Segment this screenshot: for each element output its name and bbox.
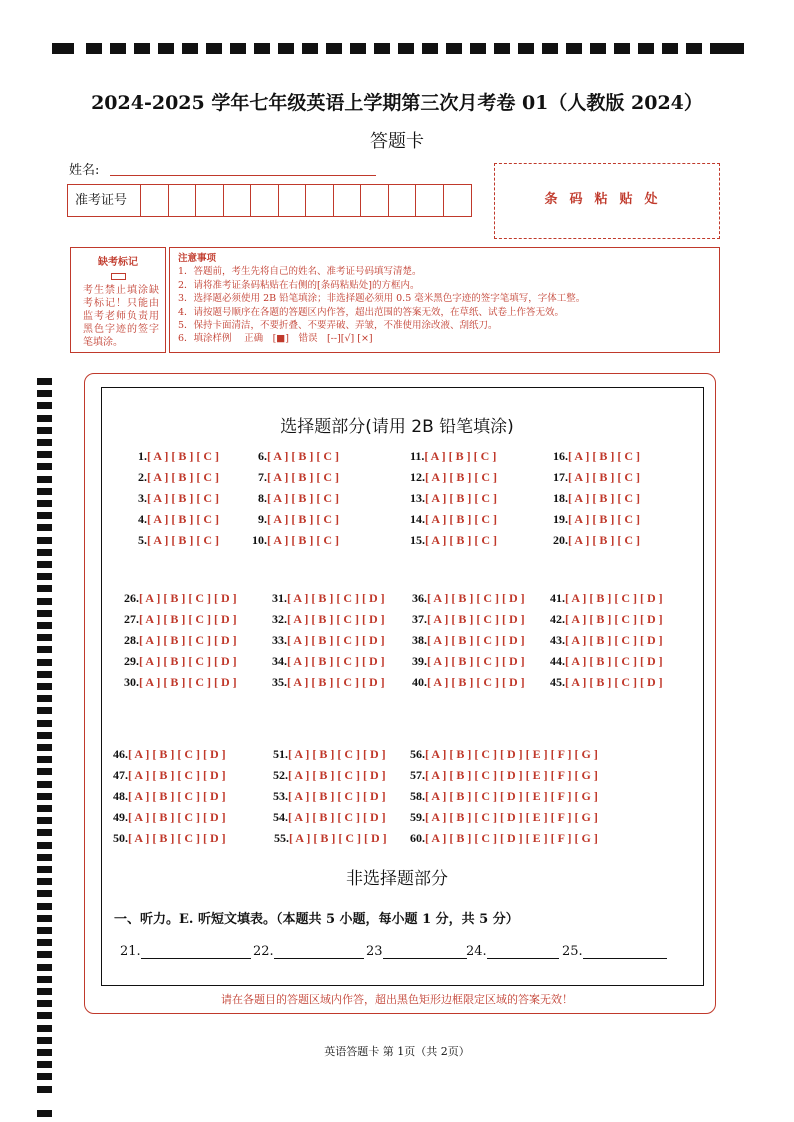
blank-line[interactable] [274,944,364,959]
question-row[interactable] [124,675,237,690]
answer-options[interactable]: [ A ] [ B ] [ C ] [425,491,497,505]
note-item: 4．请按题号顺序在各题的答题区内作答，超出范围的答案无效，在草纸、试卷上作答无效。 [178,306,565,318]
timing-mark [37,805,52,812]
top-timing-marks [52,43,744,55]
question-number: 45. [550,675,565,689]
question-number: 30. [124,675,139,689]
question-row[interactable] [410,470,497,485]
question-number: 44. [550,654,565,668]
answer-blank-23[interactable] [366,944,467,959]
timing-mark [37,573,52,580]
question-number: 1. [138,449,147,463]
question-row[interactable] [553,449,640,464]
question-row[interactable] [274,831,387,846]
timing-mark [37,634,52,641]
question-row[interactable] [410,533,497,548]
question-row[interactable] [258,470,339,485]
answer-options[interactable]: [ A ] [ B ] [ C ] [ D ] [ E ] [ F ] [ G ] [425,747,598,761]
question-row[interactable] [138,533,219,548]
question-row[interactable] [550,654,663,669]
answer-options[interactable]: [ A ] [ B ] [ C ] [ D ] [565,633,663,647]
notes-box [169,247,720,353]
timing-mark [37,793,52,800]
question-number: 42. [550,612,565,626]
blank-line[interactable] [141,944,251,959]
question-row[interactable] [138,470,219,485]
answer-options[interactable]: [ A ] [ B ] [ C ] [147,491,219,505]
blank-number: 22. [253,944,274,959]
blank-line[interactable] [383,944,467,959]
question-number: 9. [258,512,267,526]
timing-mark [37,524,52,531]
answer-options[interactable]: [ A ] [ B ] [ C ] [267,512,339,526]
timing-mark [37,964,52,971]
blank-number: 21. [120,944,141,959]
question-row[interactable] [124,591,237,606]
answer-options[interactable]: [ A ] [ B ] [ C ] [568,512,640,526]
timing-mark [37,451,52,458]
question-number: 57. [410,768,425,782]
timing-mark [37,829,52,836]
question-number: 55. [274,831,289,845]
timing-mark [37,537,52,544]
blank-number: 24. [466,944,487,959]
question-number: 38. [412,633,427,647]
answer-blank-24[interactable] [466,944,559,959]
question-number: 47. [113,768,128,782]
answer-options[interactable]: [ A ] [ B ] [ C ] [ D ] [139,675,237,689]
question-number: 17. [553,470,568,484]
question-number: 59. [410,810,425,824]
answer-options[interactable]: [ A ] [ B ] [ C ] [ D ] [427,591,525,605]
timing-mark [37,512,52,519]
notes-heading: 注意事项 [178,253,217,264]
ticket-digit-cell[interactable] [361,185,389,216]
question-row[interactable] [410,789,598,804]
question-row[interactable] [553,491,640,506]
question-row[interactable] [553,470,640,485]
question-number: 6. [258,449,267,463]
absent-text: 考生禁止填涂缺考标记！只能由监考老师负责用黑色字迹的签字笔填涂。 [83,285,159,348]
answer-options[interactable]: [ A ] [ B ] [ C ] [ D ] [139,591,237,605]
absent-mark-box [70,247,166,353]
ticket-digit-cell[interactable] [141,185,169,216]
answer-blank-25[interactable] [562,944,667,959]
question-row[interactable] [553,512,640,527]
answer-options[interactable]: [ A ] [ B ] [ C ] [425,512,497,526]
answer-options[interactable]: [ A ] [ B ] [ C ] [ D ] [128,768,226,782]
nonchoice-section-title: 非选择题部分 [346,869,448,889]
answer-options[interactable]: [ A ] [ B ] [ C ] [ D ] [ E ] [ F ] [ G ] [425,768,598,782]
answer-options[interactable]: [ A ] [ B ] [ C ] [147,533,219,547]
answer-options[interactable]: [ A ] [ B ] [ C ] [568,470,640,484]
question-row[interactable] [410,768,598,783]
page-subtitle: 答题卡 [370,131,424,152]
question-row[interactable] [272,591,385,606]
absent-mark-checkbox[interactable] [111,273,126,280]
question-row[interactable] [138,449,219,464]
question-row[interactable] [412,654,525,669]
timing-mark [37,659,52,666]
question-number: 10. [252,533,267,547]
question-number: 41. [550,591,565,605]
answer-options[interactable]: [ A ] [ B ] [ C ] [267,449,339,463]
question-number: 35. [272,675,287,689]
question-number: 13. [410,491,425,505]
question-number: 20. [553,533,568,547]
answer-options[interactable]: [ A ] [ B ] [ C ] [ D ] [287,654,385,668]
question-row[interactable] [124,654,237,669]
answer-options[interactable]: [ A ] [ B ] [ C ] [568,533,640,547]
choice-section-title: 选择题部分(请用 2B 铅笔填涂) [280,417,514,437]
question-number: 5. [138,533,147,547]
timing-mark [37,951,52,958]
answer-options[interactable]: [ A ] [ B ] [ C ] [425,470,497,484]
ticket-digit-cell[interactable] [224,185,252,216]
answer-options[interactable]: [ A ] [ B ] [ C ] [ D ] [139,654,237,668]
question-number: 32. [272,612,287,626]
timing-mark [37,585,52,592]
answer-options[interactable]: [ A ] [ B ] [ C ] [267,470,339,484]
timing-mark [37,854,52,861]
answer-options[interactable]: [ A ] [ B ] [ C ] [ D ] [288,810,386,824]
question-number: 12. [410,470,425,484]
answer-options[interactable]: [ A ] [ B ] [ C ] [568,491,640,505]
answer-options[interactable]: [ A ] [ B ] [ C ] [ D ] [427,633,525,647]
answer-options[interactable]: [ A ] [ B ] [ C ] [ D ] [288,768,386,782]
timing-mark [37,1061,52,1068]
timing-mark [37,720,52,727]
blank-number: 25. [562,944,583,959]
question-row[interactable] [258,491,339,506]
note-item: 1．答题前，考生先将自己的姓名、准考证号码填写清楚。 [178,266,422,278]
timing-mark [37,756,52,763]
question-number: 27. [124,612,139,626]
question-row[interactable] [113,789,226,804]
question-number: 14. [410,512,425,526]
question-row[interactable] [273,768,386,783]
timing-mark [37,476,52,483]
answer-options[interactable]: [ A ] [ B ] [ C ] [267,533,339,547]
question-row[interactable] [258,512,339,527]
question-number: 16. [553,449,568,463]
answer-options[interactable]: [ A ] [ B ] [ C ] [267,491,339,505]
question-row[interactable] [412,591,525,606]
timing-mark [37,744,52,751]
answer-options[interactable]: [ A ] [ B ] [ C ] [ D ] [565,612,663,626]
question-row[interactable] [550,591,663,606]
question-row[interactable] [138,512,219,527]
question-row[interactable] [273,810,386,825]
answer-options[interactable]: [ A ] [ B ] [ C ] [ D ] [427,654,525,668]
question-number: 31. [272,591,287,605]
answer-options[interactable]: [ A ] [ B ] [ C ] [ D ] [427,675,525,689]
answer-options[interactable]: [ A ] [ B ] [ C ] [ D ] [128,810,226,824]
blank-line[interactable] [583,944,667,959]
question-row[interactable] [410,810,598,825]
question-row[interactable] [410,831,598,846]
timing-mark [37,695,52,702]
question-number: 11. [410,449,425,463]
timing-mark [37,903,52,910]
answer-options[interactable]: [ A ] [ B ] [ C ] [425,533,497,547]
answer-options[interactable]: [ A ] [ B ] [ C ] [ D ] [ E ] [ F ] [ G ] [425,789,598,803]
question-number: 4. [138,512,147,526]
answer-options[interactable]: [ A ] [ B ] [ C ] [147,470,219,484]
timing-mark [37,390,52,397]
answer-options[interactable]: [ A ] [ B ] [ C ] [ D ] [ E ] [ F ] [ G ] [425,831,598,845]
answer-options[interactable]: [ A ] [ B ] [ C ] [ D ] [288,747,386,761]
question-row[interactable] [410,491,497,506]
page-footer: 英语答题卡 第 1页（共 2页） [324,1045,470,1058]
answer-blank-21[interactable] [120,944,251,959]
timing-mark [37,842,52,849]
question-number: 52. [273,768,288,782]
answer-options[interactable]: [ A ] [ B ] [ C ] [ D ] [427,612,525,626]
ticket-digit-cell[interactable] [416,185,444,216]
timing-mark [37,610,52,617]
ticket-digit-cell[interactable] [306,185,334,216]
answer-options[interactable]: [ A ] [ B ] [ C ] [ D ] [288,789,386,803]
question-number: 29. [124,654,139,668]
question-row[interactable] [138,491,219,506]
ticket-digit-cell[interactable] [444,185,472,216]
question-number: 15. [410,533,425,547]
answer-options[interactable]: [ A ] [ B ] [ C ] [ D ] [287,675,385,689]
question-number: 3. [138,491,147,505]
timing-mark [37,707,52,714]
timing-mark [37,817,52,824]
question-number: 43. [550,633,565,647]
answer-options[interactable]: [ A ] [ B ] [ C ] [ D ] [287,591,385,605]
question-row[interactable] [113,768,226,783]
listening-heading: 一、听力。E. 听短文填表。（本题共 5 小题，每小题 1 分，共 5 分） [114,912,519,927]
question-row[interactable] [412,633,525,648]
question-number: 34. [272,654,287,668]
answer-options[interactable]: [ A ] [ B ] [ C ] [ D ] [139,612,237,626]
name-field[interactable] [110,175,376,176]
question-row[interactable] [124,633,237,648]
answer-options[interactable]: [ A ] [ B ] [ C ] [ D ] [287,612,385,626]
timing-mark [37,976,52,983]
ticket-digit-cell[interactable] [169,185,197,216]
answer-options[interactable]: [ A ] [ B ] [ C ] [ D ] [565,675,663,689]
timing-mark [37,463,52,470]
answer-options[interactable]: [ A ] [ B ] [ C ] [147,449,219,463]
timing-mark [37,622,52,629]
question-number: 46. [113,747,128,761]
ticket-number-field[interactable] [67,184,472,217]
timing-mark [37,683,52,690]
question-row[interactable] [550,633,663,648]
blank-line[interactable] [487,944,559,959]
question-number: 19. [553,512,568,526]
timing-mark [37,500,52,507]
note-item: 6．填涂样例 正确 [■] 错误 [--][√] [×] [178,333,373,345]
question-number: 50. [113,831,128,845]
answer-options[interactable]: [ A ] [ B ] [ C ] [424,449,497,463]
question-row[interactable] [412,675,525,690]
answer-options[interactable]: [ A ] [ B ] [ C ] [ D ] [287,633,385,647]
answer-options[interactable]: [ A ] [ B ] [ C ] [147,512,219,526]
ticket-digit-cell[interactable] [279,185,307,216]
question-number: 28. [124,633,139,647]
timing-mark [37,732,52,739]
timing-mark [37,1110,52,1117]
timing-mark [37,561,52,568]
timing-mark [37,1025,52,1032]
answer-options[interactable]: [ A ] [ B ] [ C ] [ D ] [565,654,663,668]
question-row[interactable] [550,612,663,627]
question-number: 56. [410,747,425,761]
answer-options[interactable]: [ A ] [ B ] [ C ] [ D ] [ E ] [ F ] [ G ] [425,810,598,824]
answer-options[interactable]: [ A ] [ B ] [ C ] [ D ] [128,831,226,845]
question-row[interactable] [550,675,663,690]
note-item: 3．选择题必须使用 2B 铅笔填涂；非选择题必须用 0.5 毫米黑色字迹的签字笔填写，字体工整。 [178,293,586,305]
question-number: 49. [113,810,128,824]
question-row[interactable] [272,675,385,690]
ticket-digit-cell[interactable] [389,185,417,216]
timing-mark [37,890,52,897]
question-row[interactable] [124,612,237,627]
barcode-area: 条码粘贴处 [494,163,720,239]
question-row[interactable] [258,449,339,464]
timing-mark [37,1086,52,1093]
timing-mark [37,939,52,946]
question-row[interactable] [410,449,496,464]
question-row[interactable] [272,654,385,669]
question-number: 37. [412,612,427,626]
name-label: 姓名: [69,163,100,178]
question-row[interactable] [273,789,386,804]
timing-mark [37,549,52,556]
question-number: 58. [410,789,425,803]
question-number: 40. [412,675,427,689]
question-row[interactable] [410,512,497,527]
question-number: 51. [273,747,288,761]
answer-options[interactable]: [ A ] [ B ] [ C ] [568,449,640,463]
question-row[interactable] [272,612,385,627]
timing-mark [37,768,52,775]
timing-mark [37,598,52,605]
question-row[interactable] [272,633,385,648]
question-row[interactable] [113,810,226,825]
timing-mark [37,671,52,678]
question-row[interactable] [113,831,226,846]
question-number: 36. [412,591,427,605]
ticket-digit-cell[interactable] [196,185,224,216]
absent-heading: 缺考标记 [98,257,138,268]
question-row[interactable] [553,533,640,548]
timing-mark [37,1073,52,1080]
timing-mark [37,1012,52,1019]
timing-mark [37,646,52,653]
timing-mark [37,915,52,922]
question-number: 7. [258,470,267,484]
question-number: 48. [113,789,128,803]
page-title: 2024-2025 学年七年级英语上学期第三次月考卷 01（人教版 2024） [91,92,703,114]
boundary-warning: 请在各题目的答题区域内作答，超出黑色矩形边框限定区域的答案无效！ [221,993,573,1006]
timing-mark [37,439,52,446]
question-number: 39. [412,654,427,668]
question-number: 8. [258,491,267,505]
answer-options[interactable]: [ A ] [ B ] [ C ] [ D ] [128,789,226,803]
question-number: 18. [553,491,568,505]
answer-blank-22[interactable] [253,944,364,959]
ticket-digit-cell[interactable] [334,185,362,216]
answer-options[interactable]: [ A ] [ B ] [ C ] [ D ] [289,831,387,845]
ticket-digit-cell[interactable] [251,185,279,216]
note-item: 2．请将准考证条码粘贴在右侧的[条码粘贴处]的方框内。 [178,279,420,291]
answer-options[interactable]: [ A ] [ B ] [ C ] [ D ] [139,633,237,647]
timing-mark [37,378,52,385]
ticket-number-label: 准考证号 [68,185,141,216]
question-number: 54. [273,810,288,824]
question-row[interactable] [412,612,525,627]
blank-number: 23 [366,944,383,959]
timing-mark [37,488,52,495]
question-number: 60. [410,831,425,845]
question-number: 26. [124,591,139,605]
question-row[interactable] [273,747,386,762]
question-number: 2. [138,470,147,484]
question-row[interactable] [252,533,339,548]
answer-options[interactable]: [ A ] [ B ] [ C ] [ D ] [128,747,226,761]
timing-mark [37,781,52,788]
question-number: 33. [272,633,287,647]
answer-options[interactable]: [ A ] [ B ] [ C ] [ D ] [565,591,663,605]
timing-mark [37,402,52,409]
timing-mark [37,927,52,934]
question-row[interactable] [113,747,226,762]
question-number: 53. [273,789,288,803]
note-item: 5．保持卡面清洁，不要折叠、不要弄破、弄皱，不准使用涂改液、刮纸刀。 [178,320,498,332]
question-row[interactable] [410,747,598,762]
